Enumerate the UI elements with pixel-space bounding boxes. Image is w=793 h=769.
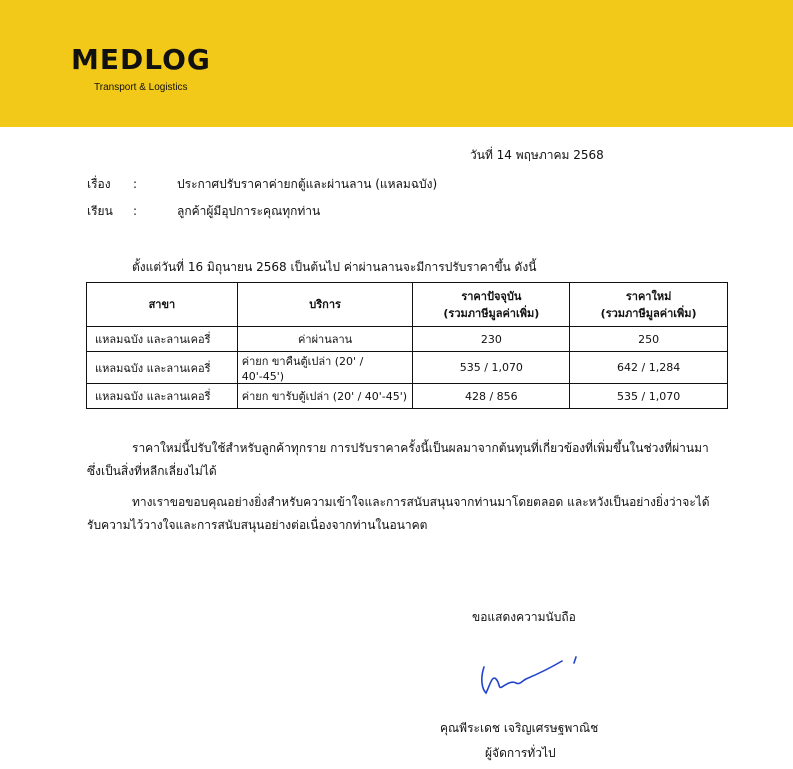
cell-current-price: 428 / 856 [413,384,570,409]
recipient-value: ลูกค้าผู้มีอุปการะคุณทุกท่าน [177,204,321,218]
cell-service: ค่าผ่านลาน [237,327,413,352]
table-header-row [87,283,728,327]
body-paragraph-2-text: ทางเราขอขอบคุณอย่างยิ่งสำหรับความเข้าใจและการสนับสนุนจากท่านมาโดยตลอด และหวังเป็นอย่างยิ่งว่าจะได้รับความไว้วางใจและการสนับสนุนอย่างต่อเนื่องจากท่านในอนาคต [87,495,710,532]
cell-service: ค่ายก ขารับตู้เปล่า (20' / 40'-45') [237,384,413,409]
recipient-label: เรียน [87,204,113,218]
subject-label: เรื่อง [87,177,111,191]
company-logo: MEDLOG [71,43,211,76]
subject-value: ประกาศปรับราคาค่ายกตู้และผ่านลาน (แหลมฉบัง) [177,177,438,191]
header-current-line1: ราคาปัจจุบัน [461,289,522,303]
signature-stroke [482,657,576,693]
price-table [86,282,728,409]
header-new-line2: (รวมภาษีมูลค่าเพิ่ม) [600,306,697,320]
cell-new-price: 642 / 1,284 [570,352,728,384]
letter-date: วันที่ 14 พฤษภาคม 2568 [470,148,604,162]
cell-new-price: 250 [570,327,728,352]
recipient-colon: : [133,204,138,218]
cell-branch: แหลมฉบัง และลานเคอรี่ [87,352,238,384]
company-tagline: Transport & Logistics [94,82,188,93]
body-paragraph-1 [87,437,720,483]
header-current-line2: (รวมภาษีมูลค่าเพิ่ม) [443,306,540,320]
body-paragraph-2 [87,491,720,537]
cell-new-price: 535 / 1,070 [570,384,728,409]
header-new-price [570,283,728,327]
cell-current-price: 230 [413,327,570,352]
cell-current-price: 535 / 1,070 [413,352,570,384]
table-row [87,327,728,352]
header-service: บริการ [237,283,413,327]
table-row [87,352,728,384]
subject-colon: : [133,177,138,191]
header-branch: สาขา [87,283,238,327]
header-new-line1: ราคาใหม่ [625,289,672,303]
table-row [87,384,728,409]
closing-salutation: ขอแสดงความนับถือ [472,610,576,624]
signer-title: ผู้จัดการทั่วไป [485,746,556,760]
cell-service: ค่ายก ขาคืนตู้เปล่า (20' / 40'-45') [237,352,413,384]
body-paragraph-1-text: ราคาใหม่นี้ปรับใช้สำหรับลูกค้าทุกราย การปรับราคาครั้งนี้เป็นผลมาจากต้นทุนที่เกี่ยวข้องที่เพิ่มขึ้นในช่วงที่ผ่านมา ซึ่งเป็นสิ่งที่หลีกเลี่ยงไม่ได้ [87,441,709,478]
signer-name: คุณพีระเดช เจริญเศรษฐพาณิช [440,721,599,735]
intro-text: ตั้งแต่วันที่ 16 มิถุนายน 2568 เป็นต้นไป ค่าผ่านลานจะมีการปรับราคาขึ้น ดังนี้ [132,260,537,274]
handwritten-signature [470,645,610,705]
letterhead-banner [0,0,793,127]
header-current-price [413,283,570,327]
cell-branch: แหลมฉบัง และลานเคอรี่ [87,327,238,352]
cell-branch: แหลมฉบัง และลานเคอรี่ [87,384,238,409]
